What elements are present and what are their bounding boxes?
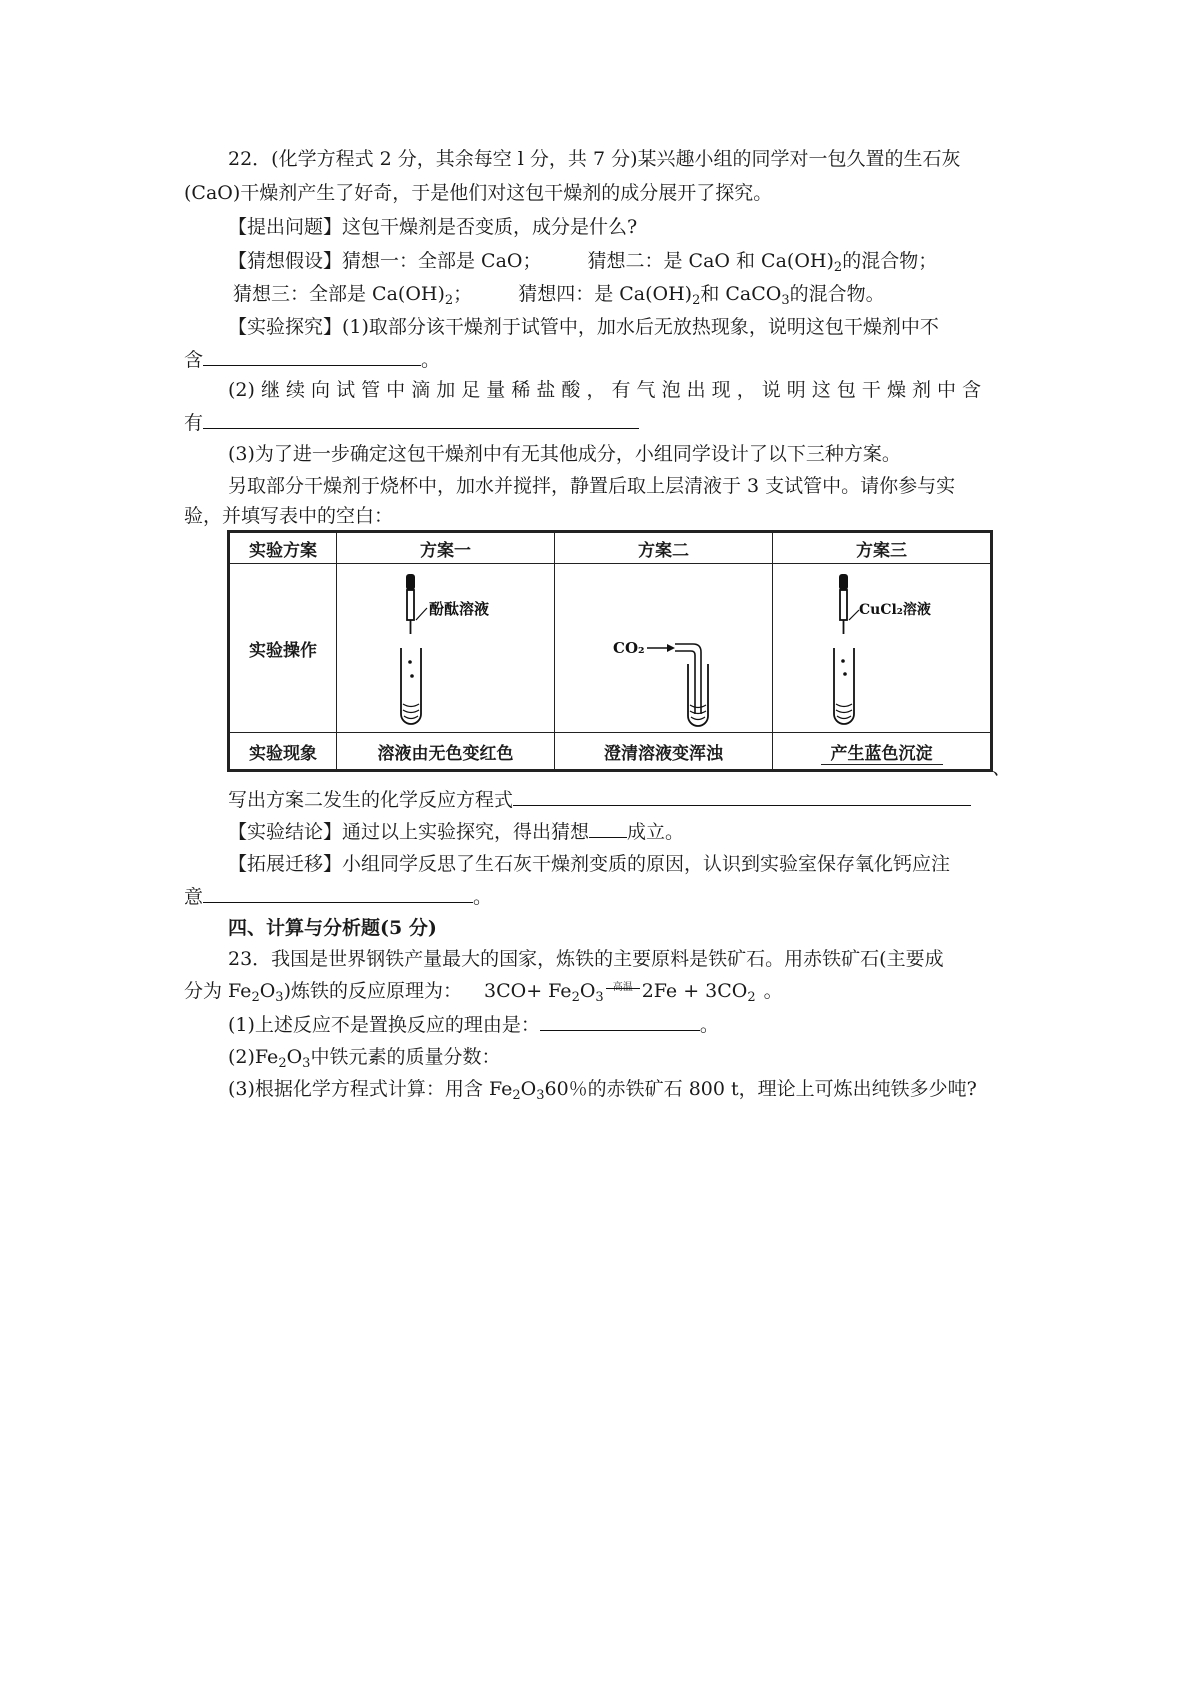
answer-blank-storage[interactable] [203,880,473,903]
reagent-label-1: 酚酞溶液 [429,600,490,618]
header-cell: 方案一 [337,532,555,564]
q22-intro-line-1: 22．(化学方程式 2 分，其余每空 l 分，共 7 分)某兴趣小组的同学对一包久置的生石灰 [228,148,961,170]
q22-extend-line-1: 【拓展迁移】小组同学反思了生石灰干燥剂变质的原因，认识到实验室保存氧化钙应注 [228,853,951,875]
header-cell: 方案二 [555,532,773,564]
q22-equation-prompt: 写出方案二发生的化学反应方程式 [228,783,971,815]
dropper-test-tube-icon [773,564,992,732]
q22-explore-2-line-1: (2) 继 续 向 试 管 中 滴 加 足 量 稀 盐 酸 ， 有 气 泡 出 现 ， 说 明 这 包 干 燥 剂 中 含 [228,379,982,401]
gas-tube-test-tube-icon [555,564,773,732]
answer-blank-equation[interactable] [513,783,971,806]
q22-explore-4-line-1: 另取部分干燥剂于烧杯中，加水并搅拌，静置后取上层清液于 3 支试管中。请你参与实 [228,475,956,497]
header-cell: 方案三 [773,532,992,564]
plan-1-illustration [337,564,555,733]
q22-problem: 【提出问题】这包干燥剂是否变质，成分是什么? [228,216,638,238]
observation-cell [773,733,992,771]
dropper-test-tube-icon [337,564,555,732]
reaction-equation: $3CO+ Fe_2O_3$ 高温 $2Fe + 3CO_2$ [484,980,756,1005]
observation-cell: 溶液由无色变红色 [337,733,555,771]
q22-explore-2-line-2: 有 [184,406,639,438]
q22-explore-4-line-2: 验，并填写表中的空白： [184,505,394,527]
q23-part-2: $(2)Fe_2O_3$中铁元素的质量分数： [228,1046,501,1071]
q22-extend-line-2: 意 。 [184,880,492,912]
q23-part-3: (3)根据化学方程式计算：用含 $Fe_2O_360$％的赤铁矿石 800 t，理论上可炼出纯铁多少吨? [228,1078,977,1103]
observation-answer: 产生蓝色沉淀 [821,744,943,765]
experiment-table [227,530,993,772]
q22-intro-line-2: (CaO)干燥剂产生了好奇，于是他们对这包干燥剂的成分展开了探究。 [184,182,773,204]
section-4-title: 四、计算与分析题(5 分) [228,917,437,939]
q22-conclusion: 【实验结论】通过以上实验探究，得出猜想 成立。 [228,815,684,847]
row-label: 实验现象 [229,733,337,771]
answer-blank-reason[interactable] [540,1008,700,1031]
table-operation-row [229,564,992,733]
q22-explore-1-line-2: 含 。 [184,343,440,375]
reaction-condition: 高温 [604,982,642,1002]
q22-hypotheses-line-2: 猜想三：全部是 $Ca(OH)_2$； 猜想四：是 $Ca(OH)_2$和 CaCO$_3$的混合物。 [233,283,885,308]
plan-3-illustration [773,564,992,733]
q22-hypotheses-line-1: 【猜想假设】猜想一：全部是 CaO； 猜想二：是 CaO 和 $Ca(OH)_2$的混合物； [228,250,938,275]
q22-explore-1-line-1: 【实验探究】(1)取部分该干燥剂于试管中，加水后无放热现象，说明这包干燥剂中不 [228,316,939,338]
plan-2-illustration [555,564,773,733]
table-observation-row [229,733,992,771]
header-cell: 实验方案 [229,532,337,564]
q23-part-1: (1)上述反应不是置换反应的理由是： 。 [228,1008,719,1040]
answer-blank-2[interactable] [203,406,639,429]
q23-line-2: 分为 $Fe_2O_3$)炼铁的反应原理为： $3CO+ Fe_2O_3$ 高温 $2Fe + 3CO_2$ 。 [184,980,783,1005]
table-mark: 、 [992,757,1012,779]
q22-explore-3: (3)为了进一步确定这包干燥剂中有无其他成分，小组同学设计了以下三种方案。 [228,443,901,465]
q23-line-1: 23．我国是世界钢铁产量最大的国家，炼铁的主要原料是铁矿石。用赤铁矿石(主要成 [228,948,944,970]
row-label: 实验操作 [229,564,337,733]
table-header-row [229,532,992,564]
answer-blank-1[interactable] [203,343,421,366]
reagent-label-2: CO₂ [613,639,645,657]
reagent-label-3: CuCl₂溶液 [859,602,931,618]
answer-blank-hypothesis[interactable] [589,815,627,838]
observation-cell: 澄清溶液变浑浊 [555,733,773,771]
